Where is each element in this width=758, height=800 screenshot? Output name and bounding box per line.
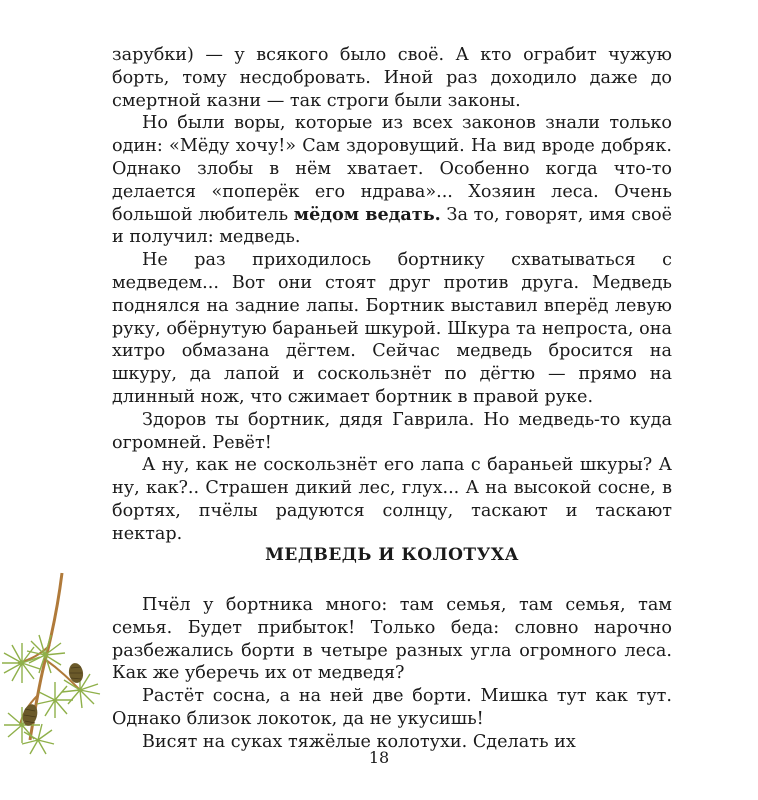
paragraph-4: Здоров ты бортник, дядя Гаврила. Но медведь-то куда огромней. Ревёт! (112, 409, 672, 453)
paragraph-2-end: За то, говорят, имя своё и получил: медведь. (112, 204, 673, 248)
paragraph-7: Растёт сосна, а на ней две борти. Мишка тут как тут. Однако близок локоток, да не укусишь! (112, 686, 672, 729)
paragraph-1: зарубки) — у всякого было своё. А кто ограбит чужую борть, тому несдобровать. Иной раз доходило даже до смертной казни — так строги были законы. (112, 45, 672, 111)
pine-branch-with-cones-icon (0, 565, 110, 765)
paragraph-6: Пчёл у бортника много: там семья, там семья, там семья. Будет прибыток! Только беда: словно нарочно разбежались борти в четыре разных угла огромного леса. Как же уберечь их от медведя? (112, 595, 672, 684)
top-text-block (112, 44, 672, 546)
bottom-text-block (112, 594, 672, 754)
page-number: 18 (368, 748, 390, 767)
chapter-heading: МЕДВЕДЬ И КОЛОТУХА (265, 545, 519, 565)
paragraph-3: Не раз приходилось бортнику схватываться с медведем... Вот они стоят друг против друга. Медведь поднялся на задние лапы. Бортник выставил вперёд левую руку, обёрнутую бараньей шкурой. Шкура та непроста, она хитро обмазана дёгтем. Сейчас медведь бросится на шкуру, да лапой и соскользнёт по дёгтю — прямо на длинный нож, что сжимает бортник в правой руке. (112, 250, 672, 407)
paragraph-2-start: Но были воры, которые из всех законов знали только один: «Мёду хочу!» Сам здоровущий. На вид вроде добряк. Однако злобы в нём хватает. Особенно когда что-то делается «поперёк его ндрава»... Хозяин леса. Очень большой любитель (112, 113, 672, 225)
bold-phrase: мёдом ведать. (293, 203, 441, 225)
paragraph-5: А ну, как не соскользнёт его лапа с бараньей шкуры? А ну, как?.. Страшен дикий лес, глух... А на высокой сосне, в бортях, пчёлы радуются солнцу, таскают и таскают нектар. (112, 455, 672, 544)
paragraph-2 (112, 112, 672, 249)
paragraph-8: Висят на суках тяжёлые колотухи. Сделать их (142, 731, 576, 752)
